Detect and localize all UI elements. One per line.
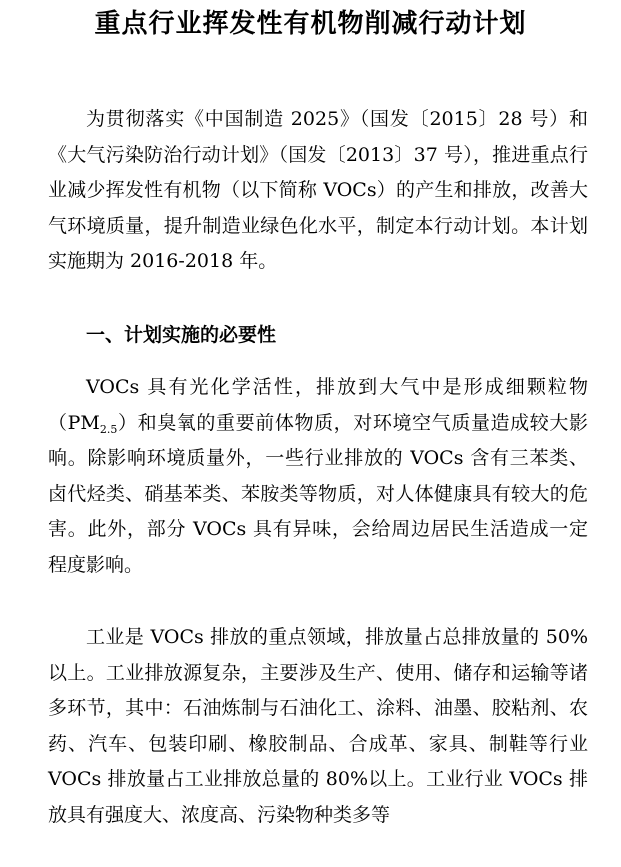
document-title: 重点行业挥发性有机物削减行动计划 [94,9,527,39]
paragraph-text-rest: ）和臭氧的重要前体物质，对环境空气质量造成较大影响。除影响环境质量外，一些行业排放的 VOCs 含有三苯类、卤代烃类、硝基苯类、苯胺类等物质，对人体健康具有较大的危害。此外，部分 VOCs 具有异味，会给周边居民生活造成一定程度影响。 [48,411,588,576]
intro-paragraph: 为贯彻落实《中国制造 2025》（国发〔2015〕28 号）和《大气污染防治行动计划》（国发〔2013〕37 号），推进重点行业减少挥发性有机物（以下简称 VOCs）的产生和排放，改善大气环境质量，提升制造业绿色化水平，制定本行动计划。本计划实施期为 2016-2018 年。 [48,108,588,272]
pm-subscript: 2.5 [99,422,118,436]
section-paragraph-industrial-emissions: 工业是 VOCs 排放的重点领域，排放量占总排放量的 50%以上。工业排放源复杂，主要涉及生产、使用、储存和运输等诸多环节，其中：石油炼制与石油化工、涂料、油墨、胶粘剂、农药、汽车、包装印刷、橡胶制品、合成革、家具、制鞋等行业 VOCs 排放量占工业排放总量的 80%以上。工业行业 VOCs 排放具有强度大、浓度高、污染物种类多等 [48,626,588,826]
section-heading: 一、计划实施的必要性 [86,324,277,346]
paragraph-text-start: VOCs 具有光化学活性，排放到大气中是形成细颗粒物（PM [48,376,588,434]
section-paragraph-vocs-impact [48,370,588,583]
